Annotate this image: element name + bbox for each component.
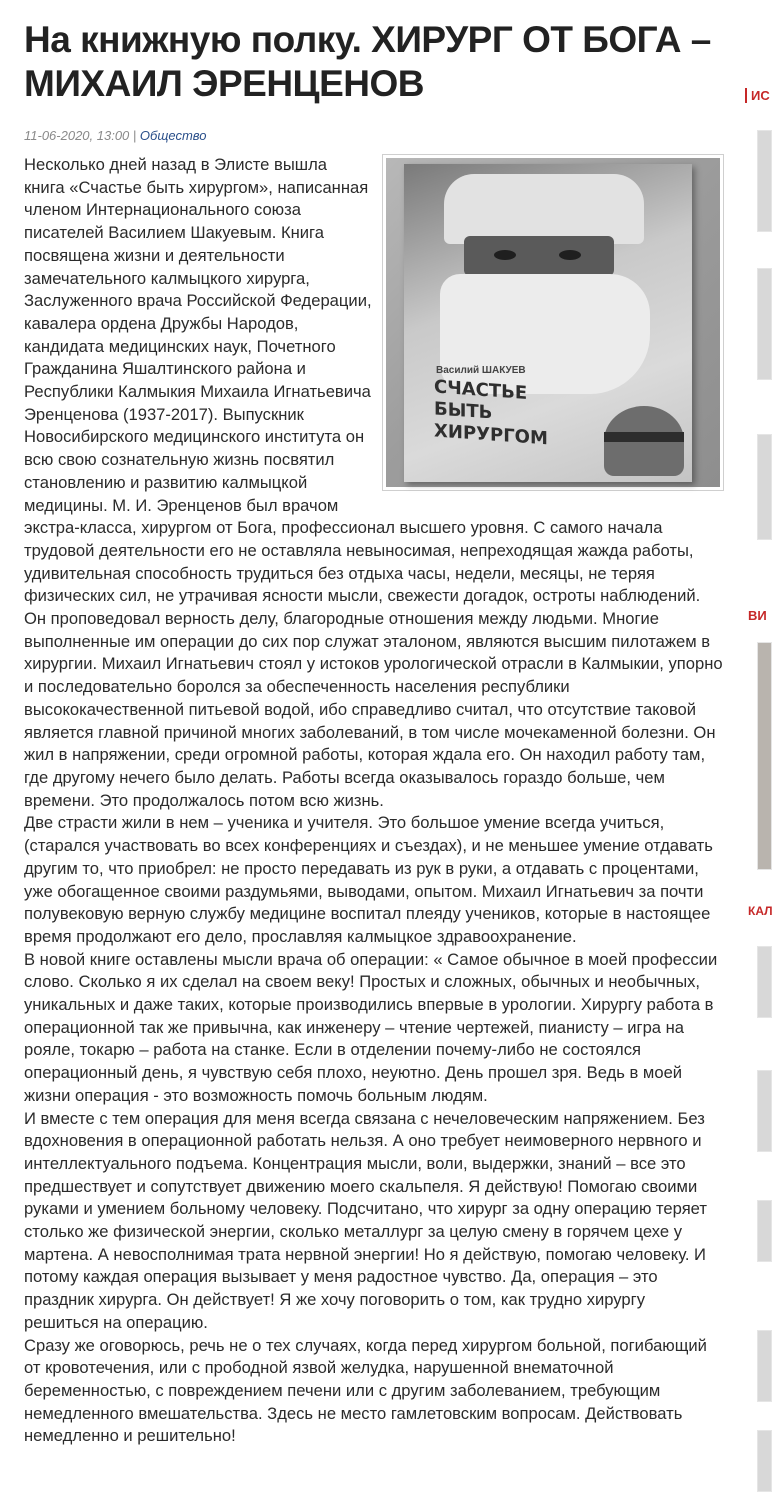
sidebar-thumb-8[interactable] [757, 1430, 772, 1492]
surgeon-eyes [464, 236, 614, 276]
book [404, 164, 692, 482]
paragraph-3: В новой книге оставлены мысли врача об операции: « Самое обычное в моей профессии слово. Сколько я их сделал на своем веку! Простых и сложных, обычных и необычных, уникальных и даже таких, которые производились впервые в урологии. Хирургу работа в операционной так же привычна, как инженеру – чтение чертежей, пианисту – игра на рояле, токарю – работа на станке. Если в отделении почему-либо не состоялся операционный день, я чувствую себя плохо, неуютно. День прошел зря. Ведь в моей жизни операция - это возможность помочь больным людям. [24, 949, 718, 1105]
article-meta [24, 128, 724, 144]
article-title: На книжную полку. ХИРУРГ ОТ БОГА – МИХАИЛ ЭРЕНЦЕНОВ [24, 19, 711, 104]
sidebar-video-thumb[interactable] [757, 642, 772, 870]
second-surgeon-face [604, 406, 684, 476]
sidebar-thumb-7[interactable] [757, 1330, 772, 1402]
sidebar-thumb-2[interactable] [757, 268, 772, 380]
sidebar-heading-2[interactable]: ВИ [748, 608, 767, 623]
sidebar-thumb-3[interactable] [757, 434, 772, 540]
book-title [434, 376, 594, 453]
book-author: Василий ШАКУЕВ [436, 365, 526, 376]
paragraph-5: Сразу же оговорюсь, речь не о тех случаях, когда перед хирургом больной, погибающий от кровотечения, или с прободной язвой желудка, нарушенной внематочной беременностью, с повреждением печени или с другим заболеванием, требующим немедленного вмешательства. Здесь не место гамлетовским вопросам. Действовать немедленно и решительно! [24, 1335, 707, 1446]
sidebar-thumb-1[interactable] [757, 130, 772, 232]
sidebar-heading-1[interactable]: ИС [745, 88, 770, 103]
article-date: 11-06-2020, 13:00 [24, 128, 130, 143]
article [24, 0, 724, 1448]
book-title-line2: БЫТЬ ХИРУРГОМ [434, 398, 548, 450]
book-cover-image [382, 154, 724, 491]
paragraph-1: Несколько дней назад в Элисте вышла книга «Счастье быть хирургом», написанная членом Интернационального союза писателей Василием Шакуевым. Книга посвящена жизни и деятельности замечательного калмыцкого хирурга, Заслуженного врача Российской Федерации, кавалера ордена Дружбы Народов, кандидата медицинских наук, Почетного Гражданина Яшалтинского района и Республики Калмыкия Михаила Игнатьевича Эренценова (1937-2017). Выпускник Новосибирского медицинского института он всю свою сознательную жизнь посвятил становлению и развитию калмыцкой медицины. М. И. Эренценов был врачом экстра-класса, хирургом от Бога, профессионал высшего уровня. С самого начала трудовой деятельности его не оставляла невыносимая, непреходящая жажда работы, удивительная способность трудиться без отдыха часы, недели, месяцы, не теряя физических сил, не утрачивая ясности мысли, свежести догадок, остроты наблюдений. Он проповедовал верность делу, благородные отношения между людьми. Многие выполненные им операции до сих пор служат эталоном, являются высшим пилотажем в хирургии. Михаил Игнатьевич стоял у истоков урологической отрасли в Калмыкии, упорно и последовательно боролся за обеспеченность населения республики высококачественной питьевой водой, ибо справедливо считал, что отсутствие таковой является главной причиной многих заболеваний, в том числе мочекаменной болезни. Он жил в напряжении, среди огромной работы, которая ждала его. Он находил работу там, где другому нечего было делать. Работы всегда оказывалось гораздо больше, чем времени. Это продолжалось потом всю жизнь. [24, 155, 723, 810]
article-body [24, 154, 724, 1448]
meta-separator: | [129, 128, 140, 143]
sidebar-thumb-6[interactable] [757, 1200, 772, 1262]
sidebar-thumb-4[interactable] [757, 946, 772, 1018]
paragraph-2: Две страсти жили в нем – ученика и учителя. Это большое умение всегда учиться, (старался участвовать во всех конференциях и съездах), и не меньшее умение отдавать другим то, что приобрел: не просто передавать из рук в руки, а отдавать с процентами, уже обогащенное своими раздумьями, выводами, опытом. Михаил Игнатьевич за почти полувековую верную службу медицине воспитал плеяду учеников, которые в настоящее время продолжают его дело, прославляя калмыцкое здравоохранение. [24, 813, 713, 946]
category-link[interactable]: Общество [139, 128, 207, 143]
paragraph-4: И вместе с тем операция для меня всегда связана с нечеловеческим напряжением. Без вдохновения в операционной работать нельзя. А оно требует неимоверного нервного и интеллектуального подъема. Концентрация мысли, воли, выдержки, знаний – все это предшествует и сопутствует движению моего скальпеля. Я действую! Помогаю своими руками и умением больному человеку. Подсчитано, что хирург за одну операцию теряет столько же физической энергии, сколько металлург за целую смену в горячем цехе у мартена. А невосполнимая трата нервной энергии! Но я действую, помогаю человеку. И потому каждая операция вызывает у меня радостное чувство. Да, операция – это праздник хирурга. Он действует! Я же хочу поговорить о том, как трудно хирургу решиться на операцию. [24, 1108, 707, 1332]
book-title-line1: СЧАСТЬЕ [434, 376, 528, 404]
surgeon-cap [444, 174, 644, 244]
sidebar-thumb-5[interactable] [757, 1070, 772, 1152]
sidebar-heading-3[interactable]: КАЛ [748, 904, 773, 918]
sidebar [745, 0, 773, 1500]
